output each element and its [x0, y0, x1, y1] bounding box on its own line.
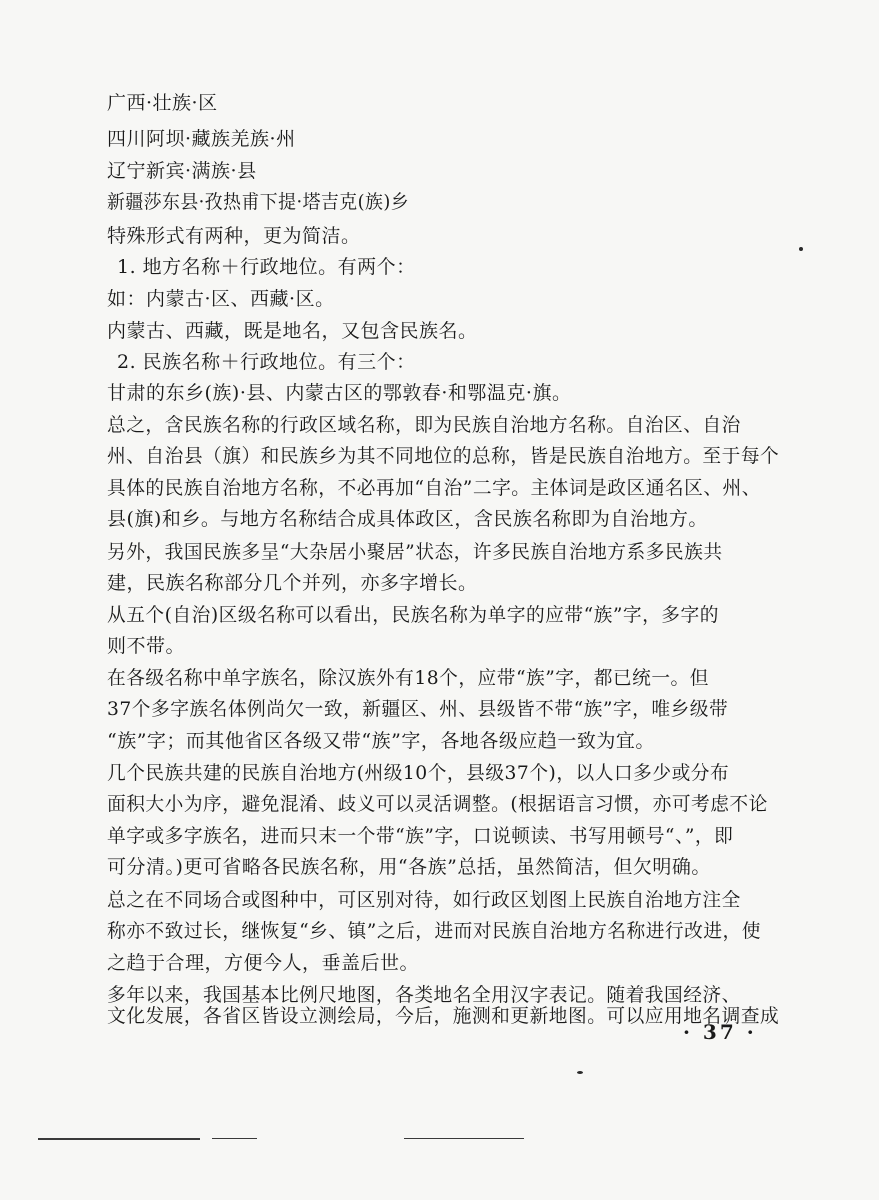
text-line-23: 面积大小为序，避免混淆、歧义可以灵活调整。(根据语言习惯，亦可考虑不论 [107, 793, 768, 815]
text-line-6: 1. 地方名称＋行政地位。有两个： [117, 256, 416, 278]
text-line-25: 可分清。)更可省略各民族名称，用“各族”总括，虽然简洁，但欠明确。 [107, 856, 711, 878]
text-line-28: 之趋于合理，方便今人，垂盖后世。 [107, 952, 420, 974]
text-line-17: 从五个(自治)区级名称可以看出，民族名称为单字的应带“族”字，多字的 [107, 604, 719, 626]
text-line-22: 几个民族共建的民族自治地方(州级10个，县级37个)，以人口多少或分布 [107, 762, 730, 784]
text-line-29: 多年以来，我国基本比例尺地图，各类地名全用汉字表记。随着我国经济、 [107, 984, 741, 1006]
text-line-10: 甘肃的东乡(族)·县、内蒙古区的鄂敦春·和鄂温克·旗。 [107, 382, 572, 404]
text-line-20: 37个多字族名体例尚欠一致，新疆区、州、县级皆不带“族”字，唯乡级带 [107, 698, 729, 720]
text-line-30: 文化发展，各省区皆设立测绘局，今后，施测和更新地图。可以应用地名调查成 [107, 1005, 780, 1027]
text-line-1: 广西·壮族·区 [107, 92, 218, 114]
scan-edge-line [212, 1138, 257, 1139]
text-line-21: “族”字；而其他省区各级又带“族”字，各地各级应趋一致为宜。 [107, 730, 655, 752]
text-line-26: 总之在不同场合或图种中，可区别对待，如行政区划图上民族自治地方注全 [107, 889, 741, 911]
text-line-27: 称亦不致过长，继恢复“乡、镇”之后，进而对民族自治地方名称进行改进，使 [107, 920, 761, 942]
text-line-13: 具体的民族自治地方名称，不必再加“自治”二字。主体词是政区通名区、州、 [107, 477, 761, 499]
text-line-2: 四川阿坝·藏族羌族·州 [107, 128, 296, 150]
text-line-18: 则不带。 [107, 635, 186, 657]
text-line-3: 辽宁新宾·满族·县 [107, 160, 257, 182]
scan-speck [799, 247, 803, 251]
text-line-7: 如：内蒙古·区、西藏·区。 [107, 288, 335, 310]
page-number: · 37 · [683, 1020, 757, 1044]
text-line-9: 2. 民族名称＋行政地位。有三个： [117, 351, 416, 373]
text-line-11: 总之，含民族名称的行政区域名称，即为民族自治地方名称。自治区、自治 [107, 414, 741, 436]
scan-edge-line [38, 1138, 200, 1140]
scan-speck [577, 1071, 583, 1074]
text-line-19: 在各级名称中单字族名，除汉族外有18个，应带“族”字，都已统一。但 [107, 667, 709, 689]
text-line-14: 县(旗)和乡。与地方名称结合成具体政区，含民族名称即为自治地方。 [107, 508, 708, 530]
scan-edge-line [404, 1138, 524, 1139]
text-line-5: 特殊形式有两种，更为简洁。 [107, 225, 361, 247]
text-line-12: 州、自治县（旗）和民族乡为其不同地位的总称，皆是民族自治地方。至于每个 [107, 445, 780, 467]
text-line-24: 单字或多字族名，进而只末一个带“族”字，口说顿读、书写用顿号“、”，即 [107, 825, 734, 847]
text-line-16: 建，民族名称部分几个并列，亦多字增长。 [107, 572, 478, 594]
text-line-8: 内蒙古、西藏，既是地名，又包含民族名。 [107, 320, 478, 342]
text-line-4: 新疆莎东县·孜热甫下提·塔吉克(族)乡 [107, 191, 410, 213]
text-line-15: 另外，我国民族多呈“大杂居小聚居”状态，许多民族自治地方系多民族共 [107, 541, 723, 563]
